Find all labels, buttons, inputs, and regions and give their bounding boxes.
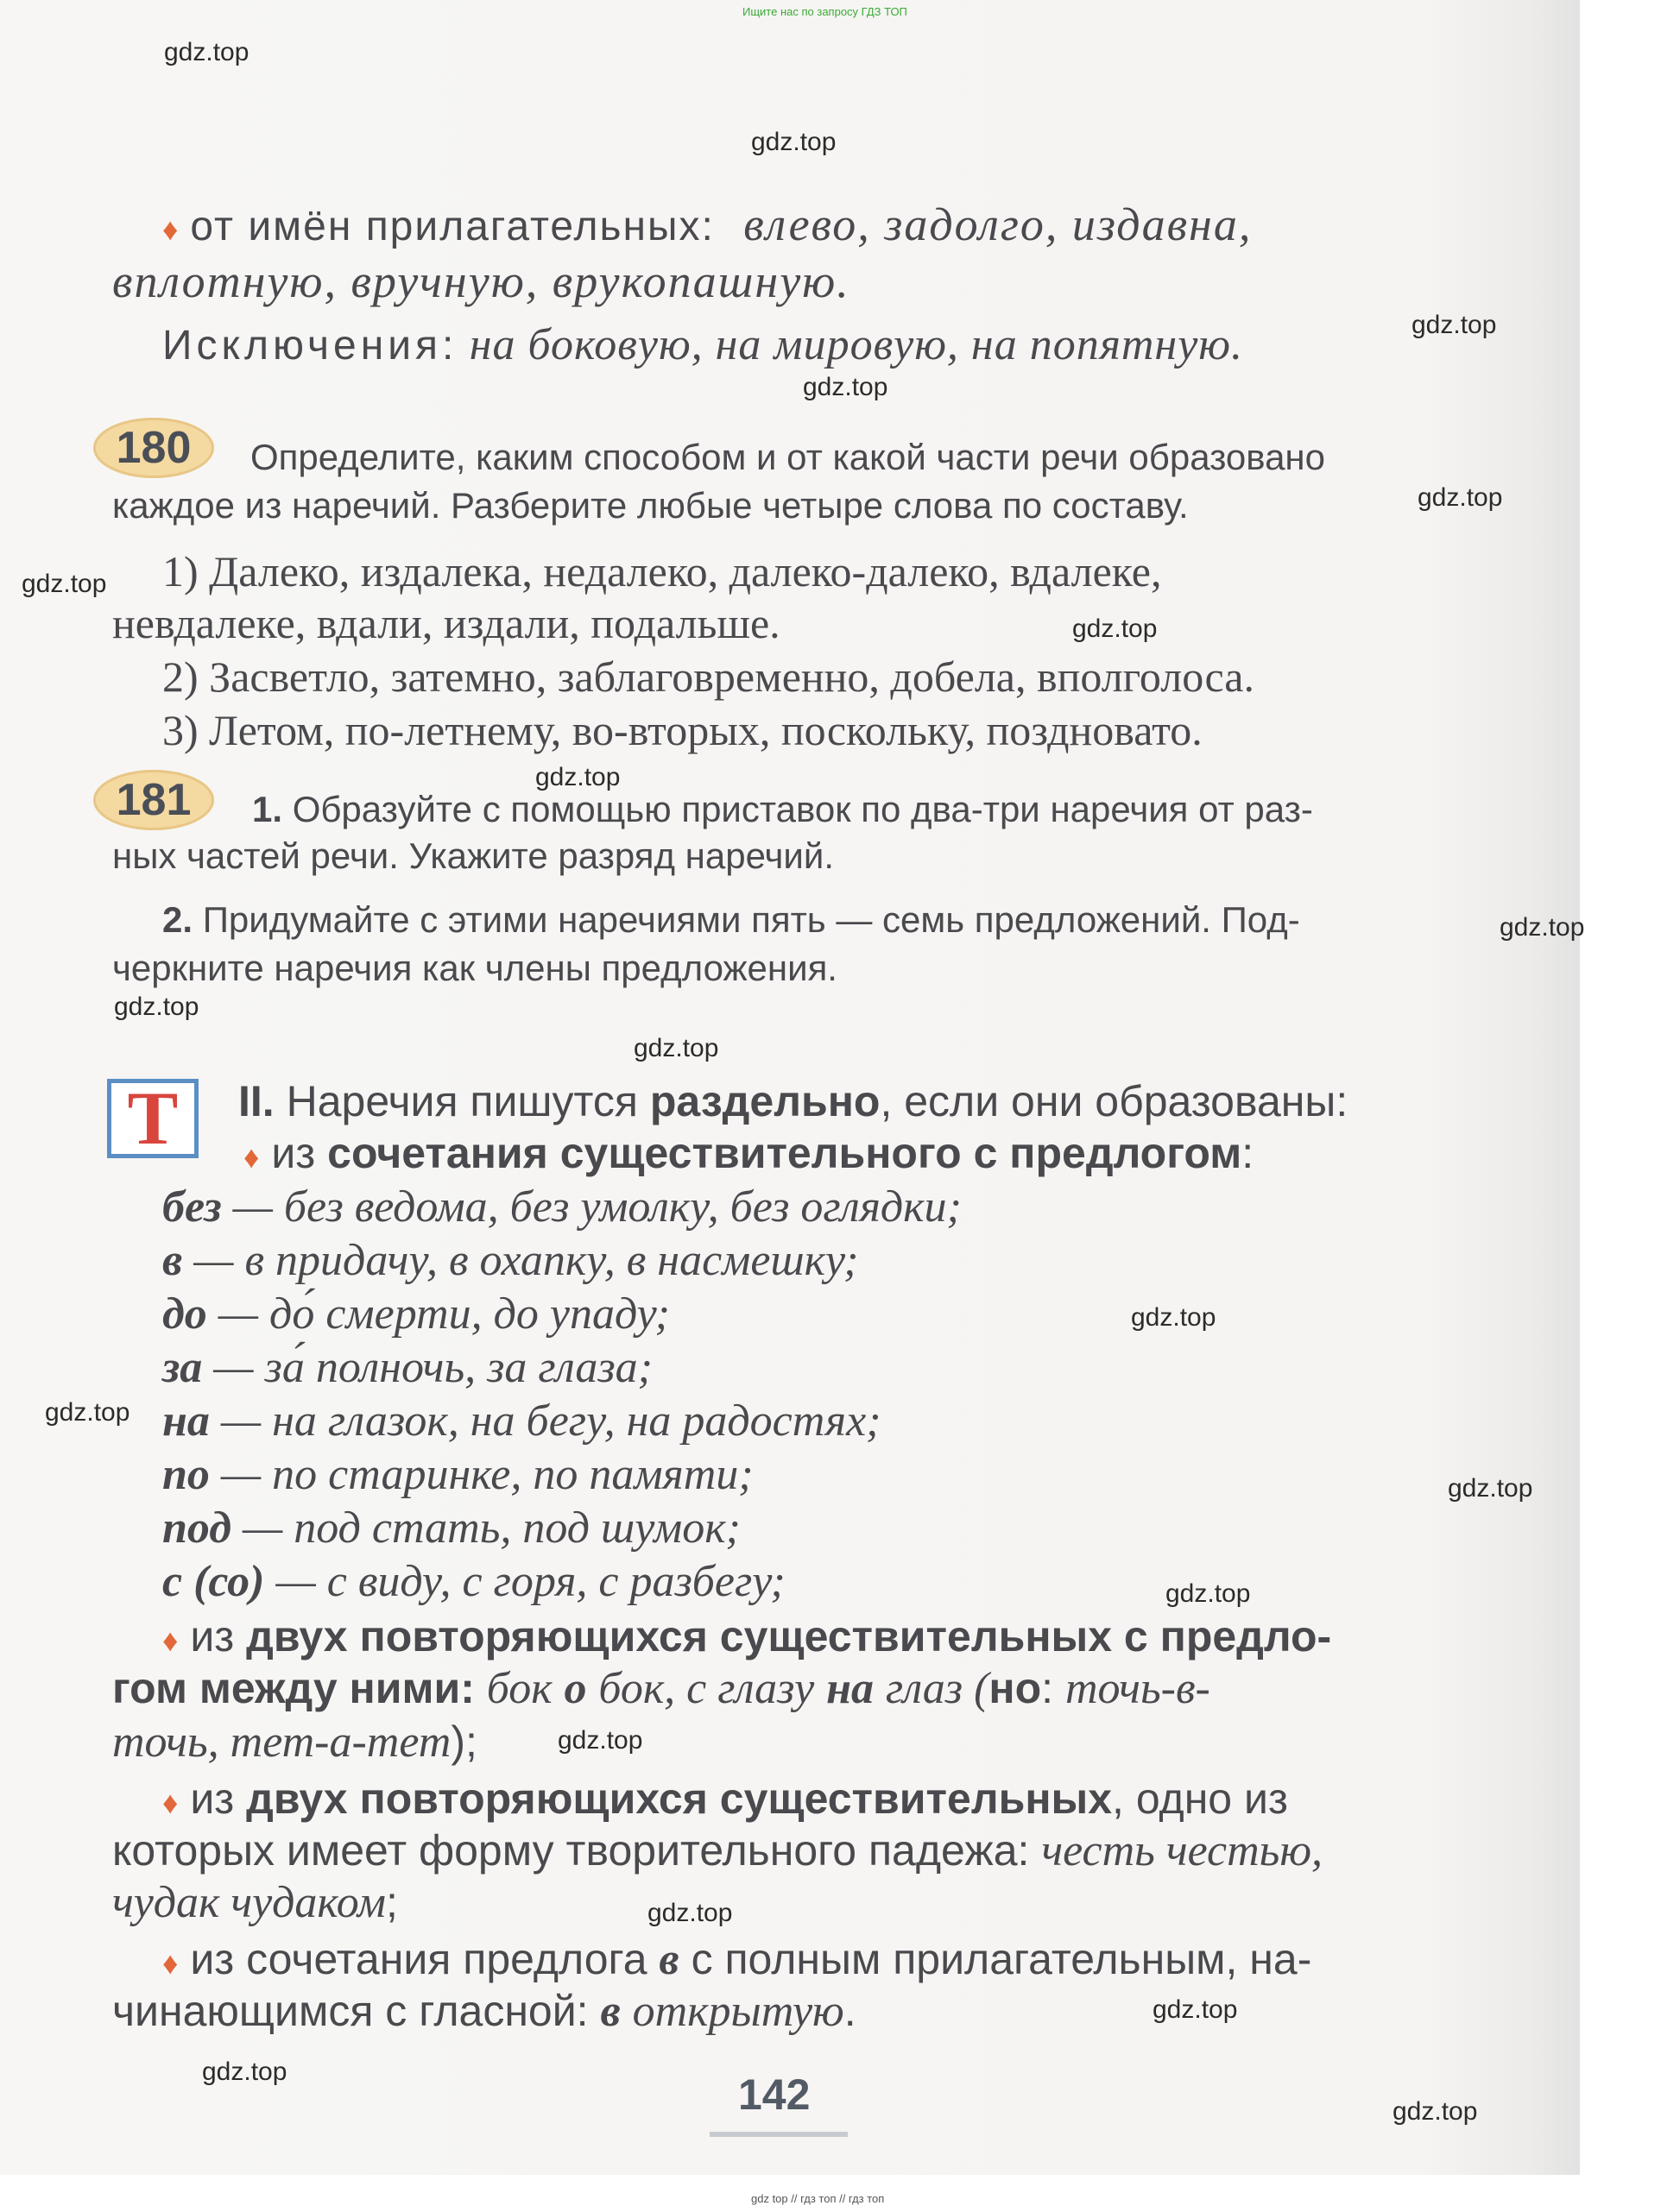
task-text: ных частей речи. Укажите разряд наречий. <box>112 835 835 876</box>
watermark: gdz.top <box>1448 1474 1533 1503</box>
preposition-row <box>162 1395 881 1447</box>
preposition: без <box>162 1182 222 1232</box>
word-list-line: 2) Засветло, затемно, заблаговременно, добела, вполголоса. <box>162 652 1254 701</box>
preposition: по <box>162 1450 210 1499</box>
preposition-row <box>162 1502 741 1554</box>
rule-text: чудак чудаком; <box>112 1878 398 1927</box>
dash: — <box>264 1557 327 1606</box>
dash: — <box>209 1396 273 1446</box>
watermark: gdz.top <box>1393 2097 1478 2126</box>
watermark: gdz.top <box>1418 483 1503 512</box>
preposition: на <box>162 1396 210 1446</box>
exercise-number-badge: 181 <box>93 770 214 830</box>
watermark: gdz.top <box>558 1726 643 1755</box>
theory-icon: Т <box>107 1079 199 1158</box>
bottom-notice: gdz top // гдз топ // гдз топ <box>751 2192 885 2205</box>
example-words: под стать, под шумок; <box>294 1503 741 1553</box>
preposition-row <box>162 1448 754 1501</box>
watermark: gdz.top <box>114 993 199 1021</box>
rule-text: которых имеет форму творительного падежа: честь честью, <box>112 1826 1323 1875</box>
watermark: gdz.top <box>22 570 107 598</box>
watermark: gdz.top <box>45 1398 130 1427</box>
rule-text: точь, тет-а-тет); <box>112 1717 477 1767</box>
preposition-row <box>162 1234 858 1287</box>
word-list-line: невдалеке, вдали, издали, подальше. <box>112 599 780 647</box>
dash: — <box>206 1289 270 1339</box>
watermark: gdz.top <box>647 1899 733 1927</box>
word-list-line: 1) Далеко, издалека, недалеко, далеко-далеко, вдалеке, <box>162 547 1162 596</box>
dash: — <box>182 1236 245 1285</box>
example-words: без ведома, без умолку, без оглядки; <box>283 1182 962 1232</box>
watermark: gdz.top <box>1412 311 1497 339</box>
rule-text: гом между ними: бок о бок, с глазу на глаз (но: точь-в- <box>112 1664 1210 1713</box>
dash: — <box>231 1503 294 1553</box>
task-text: 1. Образуйте с помощью приставок по два-три наречия от раз- <box>252 789 1313 829</box>
watermark: gdz.top <box>164 38 249 66</box>
rule-bullet: ♦ из сочетания предлога в с полным прилагательным, на- <box>162 1935 1312 1984</box>
page-number: 142 <box>738 2070 811 2119</box>
exercise-number-badge: 180 <box>93 418 214 478</box>
example-words: с виду, с горя, с разбегу; <box>326 1557 786 1606</box>
watermark: gdz.top <box>1072 614 1158 643</box>
preposition: до <box>162 1289 207 1339</box>
task-text: 2. Придумайте с этими наречиями пять — семь предложений. Под- <box>162 899 1300 940</box>
word-list-line: 3) Летом, по-летнему, во-вторых, поскольку, поздновато. <box>162 706 1203 754</box>
exceptions-line: Исключения: на боковую, на мировую, на попятную. <box>162 320 1243 369</box>
example-words: за́ полночь, за глаза; <box>264 1343 653 1392</box>
task-text: черкните наречия как члены предложения. <box>112 948 837 988</box>
example-words: в придачу, в охапку, в насмешку; <box>244 1236 859 1285</box>
watermark: gdz.top <box>1153 1995 1238 2024</box>
watermark: gdz.top <box>803 373 888 401</box>
preposition-row <box>162 1288 670 1340</box>
top-notice: Ищите нас по запросу ГДЗ ТОП <box>742 5 907 18</box>
task-text: каждое из наречий. Разберите любые четыре слова по составу. <box>112 485 1189 526</box>
rule-bullet: ♦ из двух повторяющихся существительных с предло- <box>162 1612 1332 1661</box>
bullet-icon: ♦ <box>162 1785 179 1820</box>
dash: — <box>202 1343 265 1392</box>
rule-bullet: ♦ из двух повторяющихся существительных, одно из <box>162 1774 1288 1823</box>
rule-text: чинающимся с гласной: в открытую. <box>112 1987 856 2036</box>
watermark: gdz.top <box>535 763 621 791</box>
rule-bullet: ♦ из сочетания существительного с предлогом: <box>243 1129 1254 1177</box>
dash: — <box>221 1182 284 1232</box>
rule-heading: II. Наречия пишутся раздельно, если они образованы: <box>238 1077 1348 1125</box>
preposition-row <box>162 1555 786 1608</box>
watermark: gdz.top <box>1131 1303 1216 1332</box>
intro-line-2: вплотную, вручную, врукопашную. <box>112 255 850 307</box>
watermark: gdz.top <box>751 128 837 156</box>
bullet-icon: ♦ <box>243 1139 260 1175</box>
example-words: до́ смерти, до упаду; <box>269 1289 670 1339</box>
task-text: Определите, каким способом и от какой части речи образовано <box>250 437 1325 477</box>
intro-line-1: ♦ от имён прилагательных: влево, задолго, издавна, <box>162 199 1253 250</box>
dash: — <box>209 1450 273 1499</box>
bullet-icon: ♦ <box>162 1623 179 1658</box>
example-words: на глазок, на бегу, на радостях; <box>272 1396 881 1446</box>
preposition: под <box>162 1503 232 1553</box>
preposition-row <box>162 1341 653 1394</box>
preposition: в <box>162 1236 183 1285</box>
preposition-row <box>162 1181 962 1233</box>
bullet-icon: ♦ <box>162 211 179 247</box>
watermark: gdz.top <box>1165 1579 1251 1608</box>
watermark: gdz.top <box>202 2058 287 2086</box>
preposition: с (со) <box>162 1557 265 1606</box>
preposition: за <box>162 1343 203 1392</box>
watermark: gdz.top <box>1500 913 1585 942</box>
watermark: gdz.top <box>634 1034 719 1062</box>
bullet-icon: ♦ <box>162 1945 179 1981</box>
example-words: по старинке, по памяти; <box>272 1450 754 1499</box>
page-number-underline <box>710 2132 848 2137</box>
